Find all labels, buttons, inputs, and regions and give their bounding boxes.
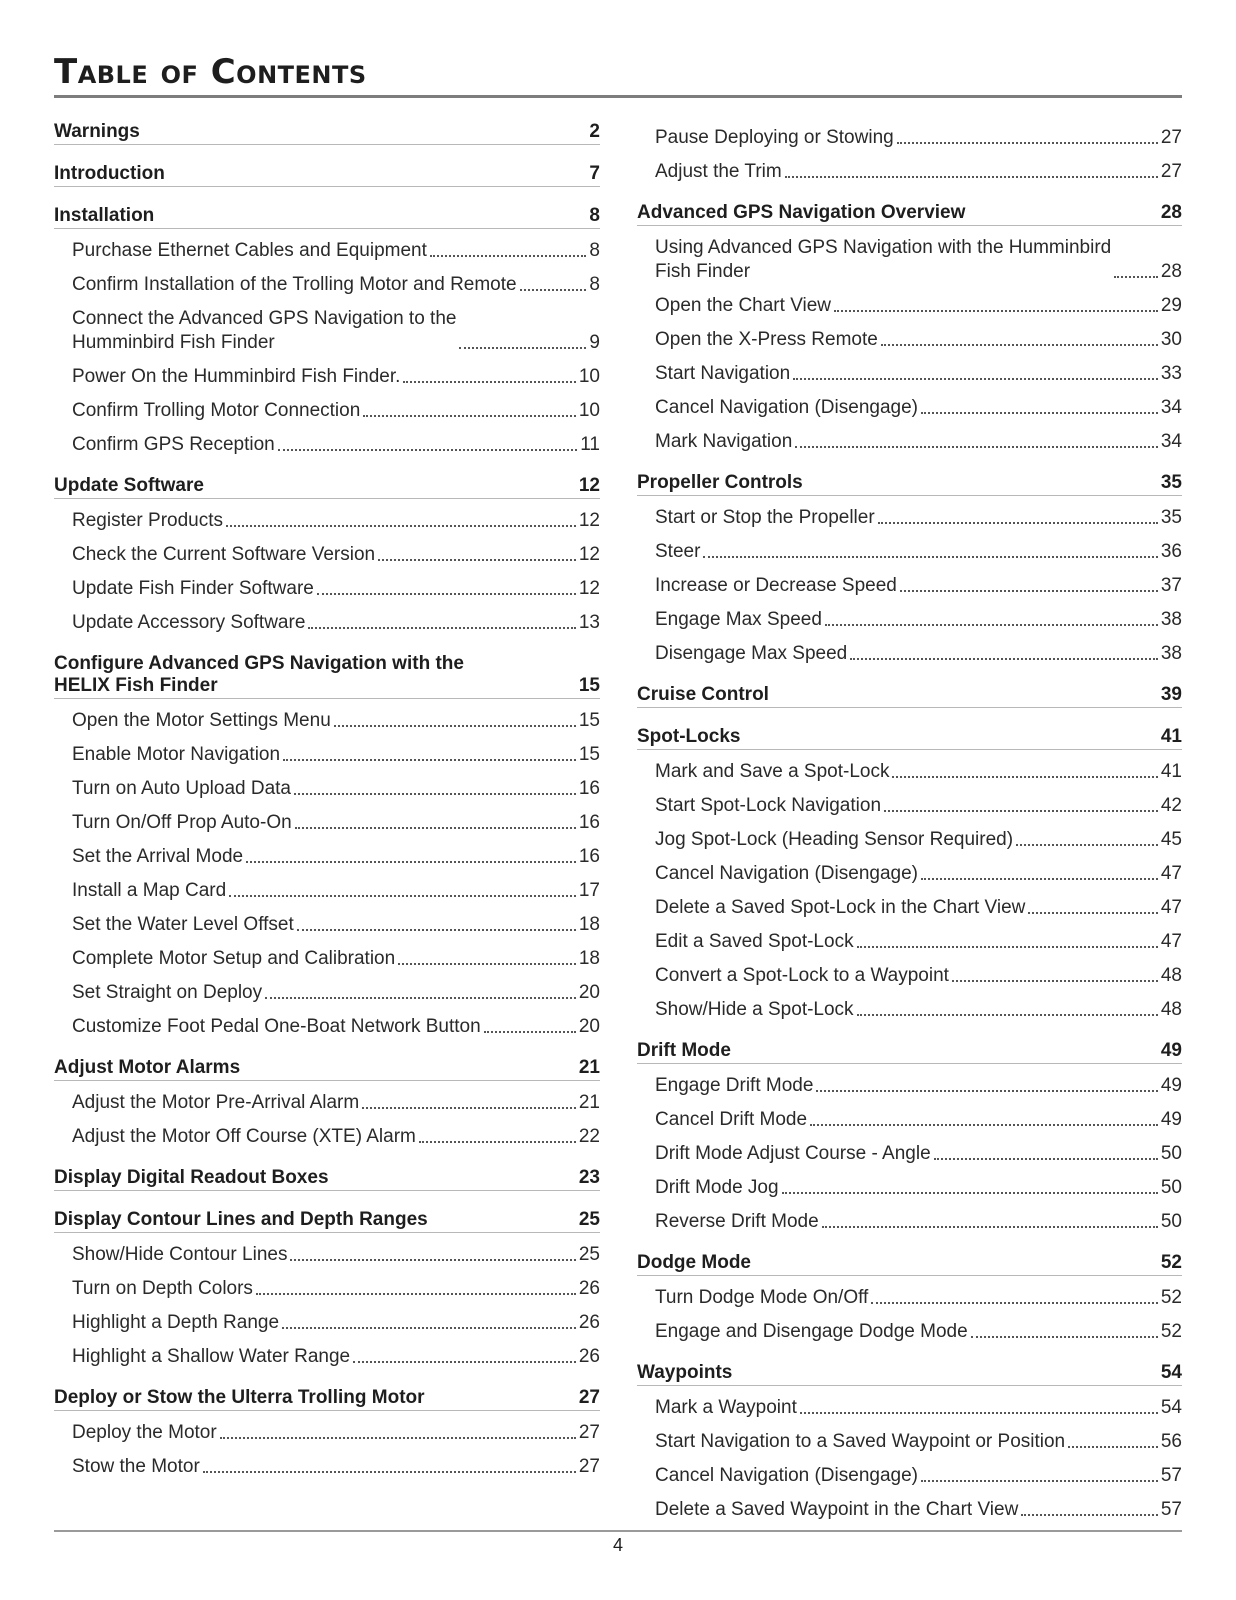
toc-entry[interactable] (72, 913, 600, 937)
entry-title: Enable Motor Navigation (72, 744, 281, 765)
dot-leader (295, 827, 576, 829)
dot-leader (795, 446, 1158, 448)
dot-leader (825, 624, 1158, 626)
entry-title: Adjust the Motor Off Course (XTE) Alarm (72, 1126, 416, 1147)
entry-title: Set Straight on Deploy (72, 982, 263, 1003)
toc-entry[interactable] (655, 540, 1182, 564)
entry-title: Increase or Decrease Speed (655, 575, 897, 596)
dot-leader (403, 381, 575, 383)
entry-page: 16 (578, 846, 600, 867)
entry-page: 28 (1160, 261, 1182, 282)
dot-leader (203, 1471, 576, 1473)
footer-rule (54, 1530, 1182, 1532)
toc-section[interactable] (54, 121, 600, 145)
entry-title: Cancel Navigation (Disengage) (655, 397, 918, 418)
entry-page: 48 (1160, 999, 1182, 1020)
toc-section[interactable] (637, 472, 1182, 496)
toc-entry[interactable] (72, 1421, 600, 1445)
entry-page: 26 (578, 1312, 600, 1333)
dot-leader (317, 593, 576, 595)
entry-title: Confirm Trolling Motor Connection (72, 400, 361, 421)
entry-page: 10 (578, 400, 600, 421)
dot-leader (878, 522, 1158, 524)
dot-leader (822, 1226, 1158, 1228)
toc-entry[interactable] (655, 998, 1182, 1022)
entry-page: 47 (1160, 863, 1182, 884)
toc-entry[interactable] (655, 430, 1182, 454)
toc-entry[interactable] (655, 1498, 1182, 1522)
dot-leader (520, 289, 587, 291)
entry-page: 27 (578, 1456, 600, 1477)
toc-section[interactable] (637, 1252, 1182, 1276)
dot-leader (362, 1107, 576, 1109)
entry-page: 38 (1160, 643, 1182, 664)
dot-leader (1016, 844, 1158, 846)
toc-entry[interactable] (655, 1074, 1182, 1098)
toc-entry[interactable] (72, 365, 600, 389)
entry-title: Purchase Ethernet Cables and Equipment (72, 240, 427, 261)
section-title: Display Digital Readout Boxes (54, 1167, 329, 1188)
entry-page: 54 (1160, 1397, 1182, 1418)
toc-entry[interactable] (655, 1464, 1182, 1488)
dot-leader (282, 1327, 576, 1329)
toc-entry[interactable] (655, 1210, 1182, 1234)
toc-entry[interactable] (655, 760, 1182, 784)
entry-title: Highlight a Shallow Water Range (72, 1346, 351, 1367)
section-title: Advanced GPS Navigation Overview (637, 202, 966, 223)
dot-leader (308, 627, 575, 629)
section-title: Dodge Mode (637, 1252, 751, 1273)
dot-leader (398, 963, 576, 965)
section-title: Introduction (54, 163, 165, 184)
entry-title: Start Navigation to a Saved Waypoint or Position (655, 1431, 1066, 1452)
toc-entry[interactable] (72, 777, 600, 801)
entry-page: 48 (1160, 965, 1182, 986)
entry-title: Drift Mode Jog (655, 1177, 779, 1198)
entry-page: 57 (1160, 1499, 1182, 1520)
toc-section[interactable] (637, 684, 1182, 708)
dot-leader (430, 255, 587, 257)
entry-page: 36 (1160, 541, 1182, 562)
entry-page: 12 (578, 510, 600, 531)
entry-title: Using Advanced GPS Navigation with the Humminbird Fish Finder (655, 237, 1112, 282)
toc-section[interactable] (54, 653, 600, 699)
entry-page: 12 (578, 544, 600, 565)
entry-title: Drift Mode Adjust Course - Angle (655, 1143, 931, 1164)
entry-title: Mark Navigation (655, 431, 793, 452)
entry-page: 52 (1160, 1287, 1182, 1308)
entry-page: 37 (1160, 575, 1182, 596)
dot-leader (881, 344, 1158, 346)
entry-page: 20 (578, 1016, 600, 1037)
entry-page: 38 (1160, 609, 1182, 630)
dot-leader (810, 1124, 1158, 1126)
entry-page: 18 (578, 948, 600, 969)
toc-entry[interactable] (72, 709, 600, 733)
entry-page: 11 (580, 434, 600, 455)
entry-title: Stow the Motor (72, 1456, 200, 1477)
toc-entry[interactable] (72, 543, 600, 567)
entry-page: 25 (578, 1244, 600, 1265)
toc-section[interactable] (54, 1167, 600, 1191)
dot-leader (785, 176, 1158, 178)
entry-title: Engage and Disengage Dodge Mode (655, 1321, 968, 1342)
entry-title: Customize Foot Pedal One-Boat Network Button (72, 1016, 481, 1037)
section-title: Waypoints (637, 1362, 733, 1383)
dot-leader (226, 525, 576, 527)
entry-page: 15 (578, 744, 600, 765)
entry-page: 8 (589, 274, 600, 295)
section-page: 12 (578, 475, 600, 496)
entry-page: 8 (589, 240, 600, 261)
entry-title: Set the Water Level Offset (72, 914, 294, 935)
toc-entry[interactable] (655, 642, 1182, 666)
entry-page: 56 (1160, 1431, 1182, 1452)
entry-page: 57 (1160, 1465, 1182, 1486)
dot-leader (871, 1302, 1158, 1304)
toc-entry[interactable] (655, 236, 1182, 284)
section-title: Propeller Controls (637, 472, 803, 493)
toc-entry[interactable] (655, 160, 1182, 184)
dot-leader (294, 793, 576, 795)
dot-leader (892, 776, 1157, 778)
entry-page: 42 (1160, 795, 1182, 816)
section-title: Spot-Locks (637, 726, 741, 747)
dot-leader (934, 1158, 1158, 1160)
dot-leader (816, 1090, 1157, 1092)
entry-page: 16 (578, 778, 600, 799)
toc-entry[interactable] (655, 294, 1182, 318)
toc-entry[interactable] (72, 1243, 600, 1267)
entry-page: 50 (1160, 1211, 1182, 1232)
entry-page: 27 (1160, 161, 1182, 182)
dot-leader (921, 412, 1158, 414)
toc-entry[interactable] (655, 396, 1182, 420)
dot-leader (857, 946, 1158, 948)
dot-leader (1021, 1514, 1158, 1516)
dot-leader (278, 449, 578, 451)
entry-page: 34 (1160, 397, 1182, 418)
entry-title: Register Products (72, 510, 224, 531)
entry-page: 12 (578, 578, 600, 599)
entry-page: 30 (1160, 329, 1182, 350)
dot-leader (459, 347, 586, 349)
toc-entry[interactable] (72, 1015, 600, 1039)
section-page: 52 (1160, 1252, 1182, 1273)
entry-page: 34 (1160, 431, 1182, 452)
entry-page: 49 (1160, 1075, 1182, 1096)
toc-entry[interactable] (655, 362, 1182, 386)
toc-section[interactable] (54, 1057, 600, 1081)
entry-title: Adjust the Trim (655, 161, 782, 182)
entry-page: 47 (1160, 931, 1182, 952)
toc-entry[interactable] (655, 126, 1182, 150)
toc-entry[interactable] (72, 433, 600, 457)
section-page: 27 (578, 1387, 600, 1408)
section-page: 23 (578, 1167, 600, 1188)
entry-title: Cancel Drift Mode (655, 1109, 808, 1130)
entry-title: Start Navigation (655, 363, 791, 384)
toc-entry[interactable] (655, 964, 1182, 988)
entry-page: 16 (578, 812, 600, 833)
toc-entry[interactable] (72, 399, 600, 423)
toc-entry[interactable] (655, 862, 1182, 886)
toc-entry[interactable] (655, 1108, 1182, 1132)
entry-title: Open the Motor Settings Menu (72, 710, 331, 731)
title-rule (54, 95, 1182, 98)
entry-page: 22 (578, 1126, 600, 1147)
toc-entry[interactable] (655, 608, 1182, 632)
toc-entry[interactable] (72, 1345, 600, 1369)
toc-entry[interactable] (72, 1455, 600, 1479)
toc-entry[interactable] (655, 574, 1182, 598)
entry-title: Start or Stop the Propeller (655, 507, 875, 528)
toc-section[interactable] (637, 1362, 1182, 1386)
entry-title: Turn on Auto Upload Data (72, 778, 291, 799)
dot-leader (834, 310, 1158, 312)
toc-entry[interactable] (72, 743, 600, 767)
entry-title: Power On the Humminbird Fish Finder. (72, 366, 401, 387)
entry-page: 50 (1160, 1143, 1182, 1164)
section-page: 7 (589, 163, 600, 184)
section-title: Installation (54, 205, 155, 226)
dot-leader (256, 1293, 576, 1295)
toc-section[interactable] (637, 1040, 1182, 1064)
entry-title: Turn On/Off Prop Auto-On (72, 812, 292, 833)
toc-entry[interactable] (72, 509, 600, 533)
entry-page: 50 (1160, 1177, 1182, 1198)
toc-entry[interactable] (655, 930, 1182, 954)
entry-title: Start Spot-Lock Navigation (655, 795, 882, 816)
entry-page: 13 (578, 612, 600, 633)
entry-title: Engage Drift Mode (655, 1075, 814, 1096)
dot-leader (484, 1031, 576, 1033)
toc-entry[interactable] (72, 307, 600, 355)
dot-leader (363, 415, 576, 417)
section-page: 2 (589, 121, 600, 142)
entry-title: Show/Hide a Spot-Lock (655, 999, 854, 1020)
entry-page: 18 (578, 914, 600, 935)
section-title: Adjust Motor Alarms (54, 1057, 241, 1078)
toc-column-left (54, 116, 600, 1479)
entry-page: 27 (1160, 127, 1182, 148)
section-page: 35 (1160, 472, 1182, 493)
dot-leader (246, 861, 576, 863)
entry-title: Reverse Drift Mode (655, 1211, 819, 1232)
dot-leader (229, 895, 576, 897)
toc-entry[interactable] (72, 1091, 600, 1115)
toc-entry[interactable] (72, 1125, 600, 1149)
toc-entry[interactable] (655, 1320, 1182, 1344)
entry-title: Mark and Save a Spot-Lock (655, 761, 890, 782)
section-page: 8 (589, 205, 600, 226)
entry-title: Open the Chart View (655, 295, 832, 316)
entry-page: 35 (1160, 507, 1182, 528)
section-title: Configure Advanced GPS Navigation with the HELIX Fish Finder (54, 653, 464, 696)
entry-title: Adjust the Motor Pre-Arrival Alarm (72, 1092, 360, 1113)
entry-page: 21 (578, 1092, 600, 1113)
toc-entry[interactable] (655, 1142, 1182, 1166)
dot-leader (884, 810, 1158, 812)
entry-title: Delete a Saved Waypoint in the Chart View (655, 1499, 1019, 1520)
entry-title: Check the Current Software Version (72, 544, 376, 565)
section-title: Display Contour Lines and Depth Ranges (54, 1209, 428, 1230)
entry-title: Cancel Navigation (Disengage) (655, 1465, 918, 1486)
entry-page: 9 (589, 332, 600, 353)
toc-entry[interactable] (72, 947, 600, 971)
entry-page: 33 (1160, 363, 1182, 384)
toc-section[interactable] (54, 1209, 600, 1233)
entry-title: Jog Spot-Lock (Heading Sensor Required) (655, 829, 1014, 850)
dot-leader (857, 1014, 1158, 1016)
entry-page: 45 (1160, 829, 1182, 850)
section-title: Cruise Control (637, 684, 769, 705)
dot-leader (897, 142, 1158, 144)
entry-title: Mark a Waypoint (655, 1397, 797, 1418)
entry-page: 26 (578, 1346, 600, 1367)
toc-entry[interactable] (72, 239, 600, 263)
section-page: 41 (1160, 726, 1182, 747)
entry-title: Update Fish Finder Software (72, 578, 314, 599)
entry-title: Engage Max Speed (655, 609, 822, 630)
entry-title: Complete Motor Setup and Calibration (72, 948, 396, 969)
toc-section[interactable] (54, 163, 600, 187)
toc-section[interactable] (54, 475, 600, 499)
entry-title: Steer (655, 541, 701, 562)
entry-title: Open the X-Press Remote (655, 329, 878, 350)
toc-entry[interactable] (655, 794, 1182, 818)
dot-leader (220, 1437, 576, 1439)
dot-leader (800, 1412, 1158, 1414)
entry-title: Deploy the Motor (72, 1422, 217, 1443)
dot-leader (921, 1480, 1158, 1482)
entry-page: 29 (1160, 295, 1182, 316)
toc-entry[interactable] (655, 328, 1182, 352)
toc-entry[interactable] (72, 1311, 600, 1335)
toc-column-right (637, 116, 1182, 1522)
section-page: 49 (1160, 1040, 1182, 1061)
section-page: 25 (578, 1209, 600, 1230)
dot-leader (900, 590, 1158, 592)
entry-page: 52 (1160, 1321, 1182, 1342)
dot-leader (782, 1192, 1158, 1194)
entry-title: Cancel Navigation (Disengage) (655, 863, 918, 884)
toc-entry[interactable] (72, 1277, 600, 1301)
dot-leader (283, 759, 576, 761)
section-page: 39 (1160, 684, 1182, 705)
section-page: 15 (578, 675, 600, 696)
entry-page: 17 (578, 880, 600, 901)
dot-leader (850, 658, 1158, 660)
toc-entry[interactable] (72, 611, 600, 635)
entry-page: 26 (578, 1278, 600, 1299)
toc-section[interactable] (637, 726, 1182, 750)
page-number: 4 (612, 1535, 623, 1555)
toc-entry[interactable] (655, 506, 1182, 530)
entry-page: 49 (1160, 1109, 1182, 1130)
dot-leader (378, 559, 576, 561)
entry-title: Connect the Advanced GPS Navigation to the Humminbird Fish Finder (72, 308, 457, 353)
entry-page: 10 (578, 366, 600, 387)
dot-leader (290, 1259, 575, 1261)
entry-page: 15 (578, 710, 600, 731)
entry-title: Confirm Installation of the Trolling Motor and Remote (72, 274, 517, 295)
entry-page: 20 (578, 982, 600, 1003)
entry-title: Confirm GPS Reception (72, 434, 275, 455)
toc-entry[interactable] (655, 896, 1182, 920)
section-page: 54 (1160, 1362, 1182, 1383)
dot-leader (703, 556, 1157, 558)
dot-leader (265, 997, 576, 999)
entry-title: Highlight a Depth Range (72, 1312, 280, 1333)
dot-leader (353, 1361, 576, 1363)
toc-entry[interactable] (72, 273, 600, 297)
entry-page: 27 (578, 1422, 600, 1443)
dot-leader (793, 378, 1158, 380)
section-page: 28 (1160, 202, 1182, 223)
entry-title: Install a Map Card (72, 880, 227, 901)
entry-page: 41 (1160, 761, 1182, 782)
toc-entry[interactable] (655, 1286, 1182, 1310)
dot-leader (419, 1141, 576, 1143)
entry-title: Convert a Spot-Lock to a Waypoint (655, 965, 949, 986)
entry-title: Turn on Depth Colors (72, 1278, 253, 1299)
toc-entry[interactable] (72, 879, 600, 903)
toc-entry[interactable] (655, 828, 1182, 852)
section-page: 21 (578, 1057, 600, 1078)
entry-title: Set the Arrival Mode (72, 846, 244, 867)
section-title: Drift Mode (637, 1040, 731, 1061)
entry-page: 47 (1160, 897, 1182, 918)
entry-title: Turn Dodge Mode On/Off (655, 1287, 869, 1308)
toc-entry[interactable] (72, 981, 600, 1005)
dot-leader (1114, 276, 1158, 278)
toc-section[interactable] (54, 205, 600, 229)
toc-entry[interactable] (72, 811, 600, 835)
toc-section[interactable] (637, 202, 1182, 226)
entry-title: Show/Hide Contour Lines (72, 1244, 288, 1265)
entry-title: Disengage Max Speed (655, 643, 848, 664)
section-title: Update Software (54, 475, 204, 496)
section-title: Warnings (54, 121, 140, 142)
page-title: Table of Contents (54, 52, 367, 92)
entry-title: Update Accessory Software (72, 612, 306, 633)
toc-entry[interactable] (72, 577, 600, 601)
dot-leader (297, 929, 576, 931)
toc-entry[interactable] (655, 1396, 1182, 1420)
dot-leader (1068, 1446, 1158, 1448)
entry-title: Pause Deploying or Stowing (655, 127, 894, 148)
dot-leader (971, 1336, 1158, 1338)
dot-leader (952, 980, 1158, 982)
section-title: Deploy or Stow the Ulterra Trolling Motor (54, 1387, 425, 1408)
entry-title: Delete a Saved Spot-Lock in the Chart View (655, 897, 1026, 918)
toc-entry[interactable] (655, 1430, 1182, 1454)
toc-section[interactable] (54, 1387, 600, 1411)
entry-title: Edit a Saved Spot-Lock (655, 931, 854, 952)
dot-leader (1028, 912, 1157, 914)
dot-leader (921, 878, 1158, 880)
toc-entry[interactable] (72, 845, 600, 869)
toc-entry[interactable] (655, 1176, 1182, 1200)
dot-leader (334, 725, 576, 727)
